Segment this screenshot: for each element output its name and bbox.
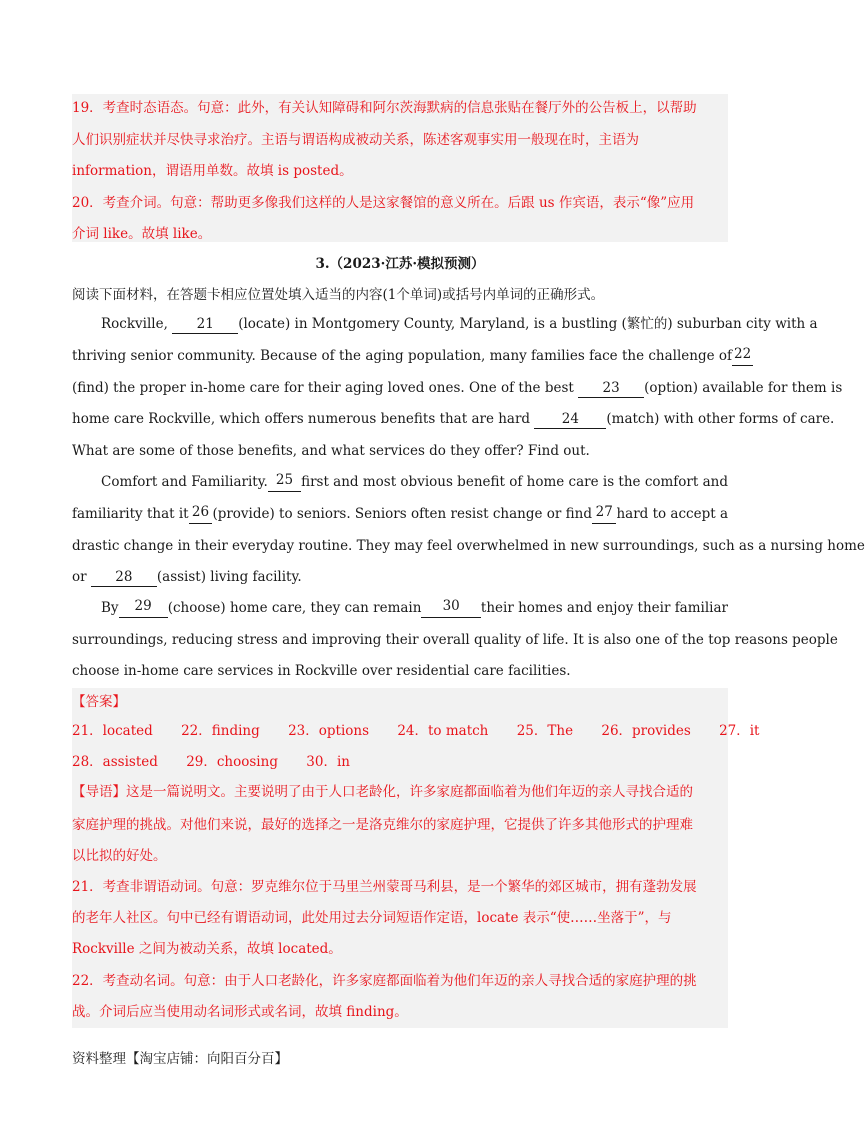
q19-explanation-line1: 19．考查时态语态。句意：此外，有关认知障碍和阿尔茨海默病的信息张贴在餐厅外的公告板上，以帮助 [72,100,697,116]
passage-text: (locate) in Montgomery County, Maryland, is a bustling (繁忙的) suburban city with a [238,316,818,332]
passage-p2-line2 [72,504,728,524]
q20-explanation-line2: 介词 like。故填 like。 [72,226,212,242]
passage-text: By [101,600,119,616]
q21-explanation-line2: 的老年人社区。句中已经有谓语动词，此处用过去分词短语作定语，locate 表示“使……坐落于”，与 [72,910,672,926]
passage-text: (option) available for them is [644,380,843,396]
passage-text: home care Rockville, which offers numerous benefits that are hard [72,411,531,427]
passage-text: (provide) to seniors. Seniors often resist change or find [212,506,592,522]
q22-explanation-line1: 22．考查动名词。句意：由于人口老龄化，许多家庭都面临着为他们年迈的亲人寻找合适的家庭护理的挑 [72,973,697,989]
blank-26: 26 [189,504,213,524]
guide-line2: 家庭护理的挑战。对他们来说，最好的选择之一是洛克维尔的家庭护理，它提供了许多其他形式的护理难 [72,817,693,833]
guide-line1: 【导语】这是一篇说明文。主要说明了由于人口老龄化，许多家庭都面临着为他们年迈的亲人寻找合适的 [72,784,693,800]
blank-28: 28 [91,569,157,587]
passage-p3-line3: choose in-home care services in Rockville over residential care facilities. [72,663,571,679]
answer-item: 22．finding [181,723,260,739]
q21-explanation-line3: Rockville 之间为被动关系，故填 located。 [72,941,342,957]
footer-text: 资料整理【淘宝店铺：向阳百分百】 [72,1051,288,1067]
passage-text: Comfort and Familiarity. [101,474,268,490]
answer-item: 24．to match [397,723,489,739]
answer-item: 25．The [516,723,574,739]
q22-explanation-line2: 战。介词后应当使用动名词形式或名词，故填 finding。 [72,1004,408,1020]
passage-text: (assist) living facility. [156,569,302,585]
passage-p2-line3: drastic change in their everyday routine. They may feel overwhelmed in new surroundings, such as a nursing home [72,538,865,554]
blank-30: 30 [421,598,480,618]
q19-explanation-line2: 人们识别症状并尽快寻求治疗。主语与谓语构成被动关系，陈述客观事实用一般现在时，主语为 [72,132,639,148]
answer-item: 28．assisted [72,754,158,770]
q19-explanation-line3: information，谓语用单数。故填 is posted。 [72,163,353,179]
passage-text: thriving senior community. Because of the aging population, many families face the challenge of [72,348,733,364]
section-heading: 3.（2023·江苏·模拟预测） [315,256,485,272]
blank-21: 21 [172,316,238,334]
blank-24: 24 [534,411,606,429]
passage-text: hard to accept a [616,506,728,522]
passage-p3-line2: surroundings, reducing stress and improving their overall quality of life. It is also one of the top reasons people [72,632,838,648]
answer-item: 30．in [306,754,350,770]
answer-item: 29．choosing [186,754,278,770]
passage-text: familiarity that it [72,506,189,522]
blank-29: 29 [119,598,168,618]
passage-text: or [72,569,87,585]
answer-item: 21．located [72,723,153,739]
answer-item: 27．it [719,723,760,739]
passage-text: (choose) home care, they can remain [167,600,422,616]
q21-explanation-line1: 21．考查非谓语动词。句意：罗克维尔位于马里兰州蒙哥马利县，是一个繁华的郊区城市，拥有蓬勃发展 [72,879,697,895]
passage-p1-line3 [72,378,843,398]
answer-item: 23．options [288,723,370,739]
passage-text: (match) with other forms of care. [606,411,835,427]
passage-text: their homes and enjoy their familiar [480,600,728,616]
passage-p1-line1 [101,314,818,334]
blank-25: 25 [268,472,301,492]
blank-27: 27 [592,504,616,524]
passage-text: Rockville, [101,316,168,332]
instruction-text: 阅读下面材料，在答题卡相应位置处填入适当的内容(1个单词)或括号内单词的正确形式。 [72,287,605,303]
q20-explanation-line1: 20．考查介词。句意：帮助更多像我们这样的人是这家餐馆的意义所在。后跟 us 作宾语，表示“像”应用 [72,195,695,211]
answer-row-2 [72,752,728,772]
passage-text: (find) the proper in-home care for their aging loved ones. One of the best [72,380,574,396]
blank-22: 22 [732,346,753,366]
passage-p1-line5: What are some of those benefits, and what services do they offer? Find out. [72,443,590,459]
passage-p2-line1 [101,472,728,492]
guide-line3: 以比拟的好处。 [72,848,167,864]
answer-label: 【答案】 [72,694,126,710]
passage-p1-line4 [72,409,835,429]
answer-item: 26．provides [601,723,691,739]
passage-p1-line2 [72,346,752,366]
passage-text: first and most obvious benefit of home care is the comfort and [301,474,728,490]
passage-p2-line4 [72,567,728,587]
blank-23: 23 [578,380,644,398]
answer-row-1 [72,721,760,741]
passage-p3-line1 [101,598,728,618]
